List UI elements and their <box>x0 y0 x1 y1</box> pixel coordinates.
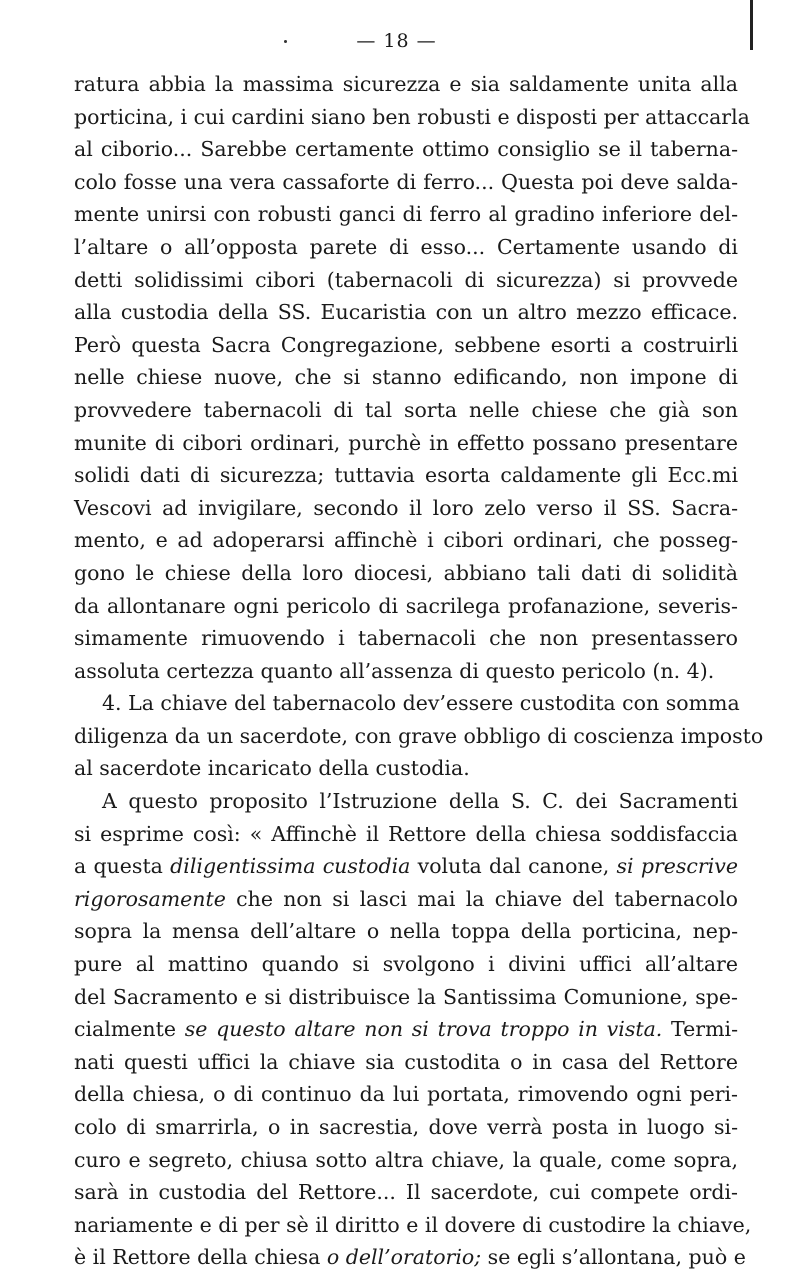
text-line <box>74 687 738 720</box>
body-text <box>74 68 764 1274</box>
text-segment: Termi- <box>662 1017 738 1042</box>
text-segment: gono le chiese della loro diocesi, abbiano tali dati di solidità <box>74 560 738 585</box>
italic-text: diligentissima custodia <box>170 854 411 879</box>
italic-text: o dell’oratorio; <box>326 1245 482 1270</box>
text-segment: della chiesa, o di continuo da lui portata, rimovendo ogni peri- <box>74 1082 738 1107</box>
text-segment: nariamente e di per sè il diritto e il dovere di custodire la chiave, <box>74 1212 752 1237</box>
text-segment: detti solidissimi cibori (tabernacoli di sicurezza) si provvede <box>74 267 738 292</box>
text-segment: al sacerdote incaricato della custodia. <box>74 756 470 781</box>
text-line <box>74 296 738 329</box>
text-segment: curo e segreto, chiusa sotto altra chiave, la quale, come sopra, <box>74 1147 738 1172</box>
text-segment: assoluta certezza quanto all’assenza di questo pericolo (n. 4). <box>74 658 715 683</box>
text-line <box>74 1078 738 1111</box>
text-line <box>74 720 764 753</box>
text-segment: al ciborio... Sarebbe certamente ottimo consiglio se il taberna- <box>74 137 738 162</box>
text-segment: diligenza da un sacerdote, con grave obbligo di coscienza imposto <box>74 723 764 748</box>
text-line <box>74 264 738 297</box>
text-segment: ratura abbia la massima sicurezza e sia saldamente unita alla <box>74 72 738 96</box>
text-line <box>74 101 750 134</box>
text-line <box>74 166 738 199</box>
text-segment: A questo proposito l’Istruzione della S. C. dei Sacramenti <box>102 789 738 814</box>
text-segment: Però questa Sacra Congregazione, sebbene esorti a costruirli <box>74 332 738 357</box>
text-segment: l’altare o all’opposta parete di esso... Certamente usando di <box>74 234 738 259</box>
text-line <box>74 492 738 525</box>
text-line <box>74 1241 746 1274</box>
text-line <box>74 883 738 916</box>
text-segment: a questa <box>74 854 171 879</box>
text-line <box>74 459 738 492</box>
text-line <box>74 394 738 427</box>
text-segment: alla custodia della SS. Eucaristia con un altro mezzo efficace. <box>74 300 738 325</box>
text-line <box>74 981 738 1014</box>
italic-text: se questo altare non si trova troppo in vista. <box>184 1017 663 1042</box>
text-segment: porticina, i cui cardini siano ben robusti e disposti per attaccarla <box>74 104 750 129</box>
text-segment: nelle chiese nuove, che si stanno edificando, non impone di <box>74 365 738 390</box>
italic-text: si prescrive <box>616 854 738 879</box>
text-line <box>74 1046 738 1079</box>
text-segment: sopra la mensa dell’altare o nella toppa della porticina, nep- <box>74 919 738 944</box>
text-segment: mento, e ad adoperarsi affinchè i cibori ordinari, che posseg- <box>74 528 738 553</box>
text-segment: mente unirsi con robusti ganci di ferro al gradino inferiore del- <box>74 202 738 227</box>
text-line <box>74 590 738 623</box>
text-segment: se egli s’allontana, può e <box>481 1245 746 1270</box>
text-line <box>74 1013 738 1046</box>
text-segment: pure al mattino quando si svolgono i divini uffici all’altare <box>74 952 738 977</box>
text-line <box>74 329 738 362</box>
text-line <box>74 557 738 590</box>
text-line <box>74 524 738 557</box>
text-segment: che non si lasci mai la chiave del tabernacolo <box>225 886 738 911</box>
text-line <box>74 818 738 851</box>
text-line <box>74 752 738 785</box>
text-line <box>74 68 738 101</box>
text-segment: cialmente <box>74 1017 185 1042</box>
text-line <box>74 785 738 818</box>
text-segment: del Sacramento e si distribuisce la Santissima Comunione, spe- <box>74 984 738 1009</box>
text-line <box>74 198 738 231</box>
text-segment: da allontanare ogni pericolo di sacrilega profanazione, severis- <box>74 593 738 618</box>
text-line <box>74 1209 752 1242</box>
text-segment: Vescovi ad invigilare, secondo il loro zelo verso il SS. Sacra- <box>74 495 738 520</box>
text-segment: 4. La chiave del tabernacolo dev’essere custodita con somma <box>102 691 740 716</box>
text-line <box>74 948 738 981</box>
text-segment: simamente rimuovendo i tabernacoli che non presentassero <box>74 626 738 651</box>
text-segment: si esprime così: « Affinchè il Rettore della chiesa soddisfaccia <box>74 821 738 846</box>
text-segment: colo fosse una vera cassaforte di ferro... Questa poi deve salda- <box>74 169 738 194</box>
text-line <box>74 361 738 394</box>
italic-text: rigorosamente <box>74 886 226 911</box>
text-segment: munite di cibori ordinari, purchè in effetto possano presentare <box>74 430 738 455</box>
page-number: — 18 — <box>356 30 437 52</box>
text-segment: nati questi uffici la chiave sia custodita o in casa del Rettore <box>74 1049 738 1074</box>
text-line <box>74 427 738 460</box>
text-segment: colo di smarrirla, o in sacrestia, dove verrà posta in luogo si- <box>74 1115 738 1139</box>
text-segment: sarà in custodia del Rettore... Il sacerdote, cui compete ordi- <box>74 1180 738 1205</box>
text-line <box>74 915 738 948</box>
text-line <box>74 1144 738 1177</box>
text-line <box>74 1176 738 1209</box>
text-segment: è il Rettore della chiesa <box>74 1245 327 1270</box>
text-line <box>74 133 738 166</box>
text-line <box>74 850 738 883</box>
text-segment: provvedere tabernacoli di tal sorta nelle chiese che già son <box>74 397 738 422</box>
text-segment: voluta dal canone, <box>410 854 617 879</box>
text-line <box>74 622 738 655</box>
text-segment: solidi dati di sicurezza; tuttavia esorta caldamente gli Ecc.mi <box>74 463 738 488</box>
text-line <box>74 655 738 688</box>
text-line <box>74 231 738 264</box>
text-line <box>74 1111 738 1144</box>
